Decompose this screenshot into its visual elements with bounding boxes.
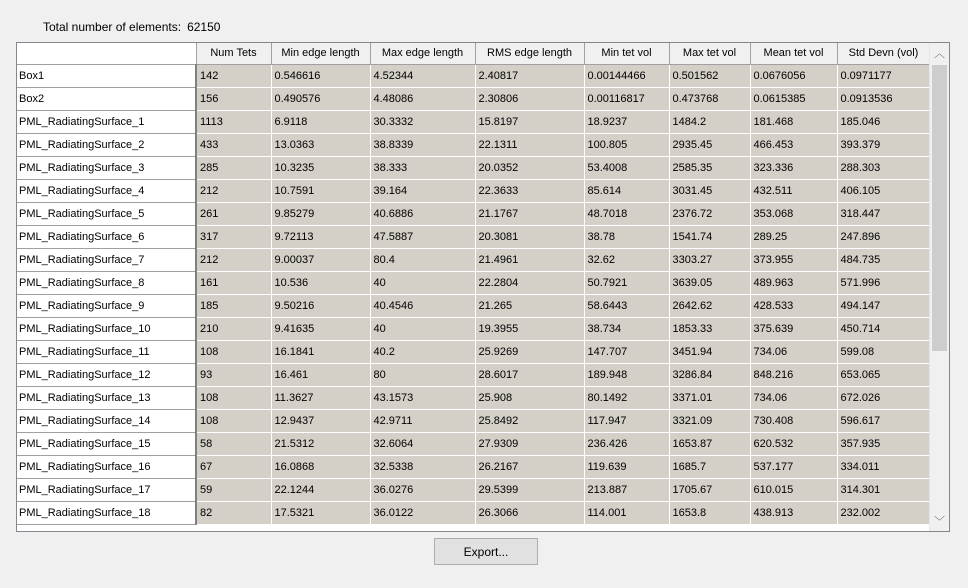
table-cell[interactable]: 610.015 xyxy=(750,478,837,501)
table-cell[interactable]: 375.639 xyxy=(750,317,837,340)
table-cell[interactable]: 27.9309 xyxy=(475,432,584,455)
table-cell[interactable]: 40 xyxy=(370,317,475,340)
table-cell[interactable]: 6.9118 xyxy=(271,110,370,133)
column-header[interactable]: Std Devn (vol) xyxy=(837,43,930,64)
table-cell[interactable]: 3639.05 xyxy=(669,271,750,294)
table-cell[interactable]: 26.2167 xyxy=(475,455,584,478)
table-cell[interactable]: 537.177 xyxy=(750,455,837,478)
table-cell[interactable]: 10.536 xyxy=(271,271,370,294)
table-cell[interactable]: 1705.67 xyxy=(669,478,750,501)
table-cell[interactable]: 80.1492 xyxy=(584,386,669,409)
table-cell[interactable]: 22.2804 xyxy=(475,271,584,294)
table-cell[interactable]: 0.546616 xyxy=(271,64,370,87)
row-header-cell[interactable]: PML_RadiatingSurface_3 xyxy=(17,156,196,179)
table-cell[interactable]: 22.1244 xyxy=(271,478,370,501)
table-cell[interactable]: 22.3633 xyxy=(475,179,584,202)
table-cell[interactable]: 40.2 xyxy=(370,340,475,363)
table-cell[interactable]: 1653.87 xyxy=(669,432,750,455)
table-cell[interactable]: 0.00144466 xyxy=(584,64,669,87)
table-cell[interactable]: 3303.27 xyxy=(669,248,750,271)
table-cell[interactable]: 1853.33 xyxy=(669,317,750,340)
column-header[interactable]: Max tet vol xyxy=(669,43,750,64)
table-cell[interactable]: 85.614 xyxy=(584,179,669,202)
row-header-cell[interactable]: PML_RadiatingSurface_9 xyxy=(17,294,196,317)
row-header-cell[interactable]: PML_RadiatingSurface_7 xyxy=(17,248,196,271)
table-cell[interactable]: 0.00116817 xyxy=(584,87,669,110)
table-row[interactable] xyxy=(17,248,930,271)
table-cell[interactable]: 12.9437 xyxy=(271,409,370,432)
table-cell[interactable]: 428.533 xyxy=(750,294,837,317)
table-cell[interactable]: 39.164 xyxy=(370,179,475,202)
table-cell[interactable]: 393.379 xyxy=(837,133,930,156)
table-cell[interactable]: 3031.45 xyxy=(669,179,750,202)
row-header-cell[interactable]: Box1 xyxy=(17,64,196,87)
header-row xyxy=(17,43,930,64)
column-header[interactable]: Max edge length xyxy=(370,43,475,64)
table-cell[interactable]: 32.6064 xyxy=(370,432,475,455)
table-cell[interactable]: 653.065 xyxy=(837,363,930,386)
table-cell[interactable]: 38.734 xyxy=(584,317,669,340)
table-cell[interactable]: 466.453 xyxy=(750,133,837,156)
table-row[interactable] xyxy=(17,386,930,409)
table-cell[interactable]: 10.3235 xyxy=(271,156,370,179)
table-cell[interactable]: 9.41635 xyxy=(271,317,370,340)
table-cell[interactable]: 80.4 xyxy=(370,248,475,271)
table-cell[interactable]: 9.85279 xyxy=(271,202,370,225)
table-cell[interactable]: 38.333 xyxy=(370,156,475,179)
table-cell[interactable]: 0.0676056 xyxy=(750,64,837,87)
table-cell[interactable]: 29.5399 xyxy=(475,478,584,501)
table-cell[interactable]: 2642.62 xyxy=(669,294,750,317)
table-cell[interactable]: 1113 xyxy=(196,110,271,133)
table-cell[interactable]: 117.947 xyxy=(584,409,669,432)
table-cell[interactable]: 285 xyxy=(196,156,271,179)
table-cell[interactable]: 17.5321 xyxy=(271,501,370,524)
table-cell[interactable]: 3371.01 xyxy=(669,386,750,409)
table-cell[interactable]: 42.9711 xyxy=(370,409,475,432)
table-cell[interactable]: 236.426 xyxy=(584,432,669,455)
table-row[interactable] xyxy=(17,455,930,478)
table-row[interactable] xyxy=(17,294,930,317)
chevron-up-icon[interactable]: ︿ xyxy=(934,48,945,60)
table-cell[interactable]: 489.963 xyxy=(750,271,837,294)
table-cell[interactable]: 0.0913536 xyxy=(837,87,930,110)
table-cell[interactable]: 9.72113 xyxy=(271,225,370,248)
row-header-cell[interactable]: PML_RadiatingSurface_1 xyxy=(17,110,196,133)
column-header[interactable]: Mean tet vol xyxy=(750,43,837,64)
table-cell[interactable]: 189.948 xyxy=(584,363,669,386)
table-row[interactable] xyxy=(17,64,930,87)
table-cell[interactable]: 289.25 xyxy=(750,225,837,248)
table-cell[interactable]: 161 xyxy=(196,271,271,294)
table-cell[interactable]: 13.0363 xyxy=(271,133,370,156)
statistics-table xyxy=(17,43,931,525)
table-cell[interactable]: 450.714 xyxy=(837,317,930,340)
row-header-cell[interactable]: PML_RadiatingSurface_2 xyxy=(17,133,196,156)
table-cell[interactable]: 247.896 xyxy=(837,225,930,248)
table-cell[interactable]: 596.617 xyxy=(837,409,930,432)
row-header-cell[interactable]: PML_RadiatingSurface_13 xyxy=(17,386,196,409)
table-cell[interactable]: 11.3627 xyxy=(271,386,370,409)
chevron-down-icon[interactable]: ﹀ xyxy=(934,516,945,528)
table-cell[interactable]: 25.908 xyxy=(475,386,584,409)
table-cell[interactable]: 353.068 xyxy=(750,202,837,225)
table-cell[interactable]: 93 xyxy=(196,363,271,386)
table-cell[interactable]: 108 xyxy=(196,409,271,432)
table-cell[interactable]: 672.026 xyxy=(837,386,930,409)
table-cell[interactable]: 357.935 xyxy=(837,432,930,455)
table-cell[interactable]: 156 xyxy=(196,87,271,110)
table-cell[interactable]: 181.468 xyxy=(750,110,837,133)
export-button[interactable]: Export... xyxy=(434,538,538,565)
row-header-cell[interactable]: PML_RadiatingSurface_11 xyxy=(17,340,196,363)
table-cell[interactable]: 212 xyxy=(196,248,271,271)
table-cell[interactable]: 0.0971177 xyxy=(837,64,930,87)
column-header[interactable]: Min edge length xyxy=(271,43,370,64)
table-cell[interactable]: 1541.74 xyxy=(669,225,750,248)
table-row[interactable] xyxy=(17,363,930,386)
row-header-cell[interactable]: PML_RadiatingSurface_16 xyxy=(17,455,196,478)
table-cell[interactable]: 40.4546 xyxy=(370,294,475,317)
table-cell[interactable]: 36.0122 xyxy=(370,501,475,524)
table-row[interactable] xyxy=(17,179,930,202)
table-cell[interactable]: 58.6443 xyxy=(584,294,669,317)
table-cell[interactable]: 0.473768 xyxy=(669,87,750,110)
table-cell[interactable]: 142 xyxy=(196,64,271,87)
table-row[interactable] xyxy=(17,156,930,179)
table-cell[interactable]: 38.78 xyxy=(584,225,669,248)
table-cell[interactable]: 2.40817 xyxy=(475,64,584,87)
table-row[interactable] xyxy=(17,501,930,524)
table-cell[interactable]: 19.3955 xyxy=(475,317,584,340)
total-elements-label: Total number of elements: xyxy=(43,20,182,34)
table-cell[interactable]: 323.336 xyxy=(750,156,837,179)
table-row[interactable] xyxy=(17,87,930,110)
table-cell[interactable]: 9.50216 xyxy=(271,294,370,317)
table-cell[interactable]: 232.002 xyxy=(837,501,930,524)
corner-header-cell xyxy=(17,43,196,64)
table-cell[interactable]: 114.001 xyxy=(584,501,669,524)
table-cell[interactable]: 32.5338 xyxy=(370,455,475,478)
table-cell[interactable]: 40 xyxy=(370,271,475,294)
column-header[interactable]: RMS edge length xyxy=(475,43,584,64)
table-cell[interactable]: 406.105 xyxy=(837,179,930,202)
table-cell[interactable]: 2585.35 xyxy=(669,156,750,179)
table-cell[interactable]: 317 xyxy=(196,225,271,248)
table-cell[interactable]: 314.301 xyxy=(837,478,930,501)
row-header-cell[interactable]: PML_RadiatingSurface_17 xyxy=(17,478,196,501)
total-elements-value: 62150 xyxy=(187,20,221,34)
table-cell[interactable]: 67 xyxy=(196,455,271,478)
table-cell[interactable]: 108 xyxy=(196,386,271,409)
table-cell[interactable]: 730.408 xyxy=(750,409,837,432)
table-cell[interactable]: 288.303 xyxy=(837,156,930,179)
table-cell[interactable]: 18.9237 xyxy=(584,110,669,133)
table-cell[interactable]: 0.490576 xyxy=(271,87,370,110)
table-cell[interactable]: 0.501562 xyxy=(669,64,750,87)
row-header-cell[interactable]: PML_RadiatingSurface_12 xyxy=(17,363,196,386)
table-cell[interactable]: 100.805 xyxy=(584,133,669,156)
table-cell[interactable]: 848.216 xyxy=(750,363,837,386)
table-cell[interactable]: 10.7591 xyxy=(271,179,370,202)
table-cell[interactable]: 3321.09 xyxy=(669,409,750,432)
table-cell[interactable]: 213.887 xyxy=(584,478,669,501)
table-cell[interactable]: 53.4008 xyxy=(584,156,669,179)
row-header-cell[interactable]: PML_RadiatingSurface_10 xyxy=(17,317,196,340)
table-cell[interactable]: 43.1573 xyxy=(370,386,475,409)
table-cell[interactable]: 185.046 xyxy=(837,110,930,133)
table-row[interactable] xyxy=(17,202,930,225)
table-cell[interactable]: 47.5887 xyxy=(370,225,475,248)
table-cell[interactable]: 1484.2 xyxy=(669,110,750,133)
row-header-cell[interactable]: PML_RadiatingSurface_14 xyxy=(17,409,196,432)
table-cell[interactable]: 28.6017 xyxy=(475,363,584,386)
scrollbar-thumb[interactable] xyxy=(932,65,947,351)
table-cell[interactable]: 147.707 xyxy=(584,340,669,363)
table-cell[interactable]: 2935.45 xyxy=(669,133,750,156)
table-cell[interactable]: 1653.8 xyxy=(669,501,750,524)
table-row[interactable] xyxy=(17,110,930,133)
table-cell[interactable]: 22.1311 xyxy=(475,133,584,156)
table-cell[interactable]: 48.7018 xyxy=(584,202,669,225)
table-cell[interactable]: 620.532 xyxy=(750,432,837,455)
table-cell[interactable]: 16.0868 xyxy=(271,455,370,478)
table-cell[interactable]: 82 xyxy=(196,501,271,524)
table-cell[interactable]: 58 xyxy=(196,432,271,455)
column-header[interactable]: Min tet vol xyxy=(584,43,669,64)
table-cell[interactable]: 15.8197 xyxy=(475,110,584,133)
table-cell[interactable]: 16.1841 xyxy=(271,340,370,363)
table-cell[interactable]: 212 xyxy=(196,179,271,202)
table-cell[interactable]: 318.447 xyxy=(837,202,930,225)
table-row[interactable] xyxy=(17,133,930,156)
table-cell[interactable]: 21.1767 xyxy=(475,202,584,225)
table-cell[interactable]: 432.511 xyxy=(750,179,837,202)
statistics-grid[interactable] xyxy=(16,42,950,532)
table-cell[interactable]: 494.147 xyxy=(837,294,930,317)
table-cell[interactable]: 484.735 xyxy=(837,248,930,271)
table-cell[interactable]: 1685.7 xyxy=(669,455,750,478)
table-cell[interactable]: 21.265 xyxy=(475,294,584,317)
row-header-cell[interactable]: PML_RadiatingSurface_6 xyxy=(17,225,196,248)
table-cell[interactable]: 210 xyxy=(196,317,271,340)
table-cell[interactable]: 438.913 xyxy=(750,501,837,524)
table-cell[interactable]: 16.461 xyxy=(271,363,370,386)
table-cell[interactable]: 2.30806 xyxy=(475,87,584,110)
table-cell[interactable]: 59 xyxy=(196,478,271,501)
table-cell[interactable]: 119.639 xyxy=(584,455,669,478)
table-cell[interactable]: 599.08 xyxy=(837,340,930,363)
table-row[interactable] xyxy=(17,432,930,455)
table-cell[interactable]: 2376.72 xyxy=(669,202,750,225)
table-cell[interactable]: 25.9269 xyxy=(475,340,584,363)
table-cell[interactable]: 185 xyxy=(196,294,271,317)
row-header-cell[interactable]: Box2 xyxy=(17,87,196,110)
table-cell[interactable]: 3286.84 xyxy=(669,363,750,386)
table-cell[interactable]: 26.3066 xyxy=(475,501,584,524)
row-header-cell[interactable]: PML_RadiatingSurface_5 xyxy=(17,202,196,225)
table-cell[interactable]: 40.6886 xyxy=(370,202,475,225)
row-header-cell[interactable]: PML_RadiatingSurface_8 xyxy=(17,271,196,294)
table-cell[interactable]: 38.8339 xyxy=(370,133,475,156)
table-cell[interactable]: 4.48086 xyxy=(370,87,475,110)
row-header-cell[interactable]: PML_RadiatingSurface_15 xyxy=(17,432,196,455)
total-elements-summary xyxy=(43,20,220,34)
table-cell[interactable]: 433 xyxy=(196,133,271,156)
table-cell[interactable]: 30.3332 xyxy=(370,110,475,133)
table-cell[interactable]: 373.955 xyxy=(750,248,837,271)
table-cell[interactable]: 20.3081 xyxy=(475,225,584,248)
table-row[interactable] xyxy=(17,225,930,248)
table-row[interactable] xyxy=(17,409,930,432)
table-cell[interactable]: 571.996 xyxy=(837,271,930,294)
table-cell[interactable]: 21.5312 xyxy=(271,432,370,455)
table-cell[interactable]: 261 xyxy=(196,202,271,225)
table-row[interactable] xyxy=(17,271,930,294)
table-cell[interactable]: 3451.94 xyxy=(669,340,750,363)
vertical-scrollbar[interactable] xyxy=(929,43,949,531)
table-cell[interactable]: 36.0276 xyxy=(370,478,475,501)
table-cell[interactable]: 108 xyxy=(196,340,271,363)
table-cell[interactable]: 80 xyxy=(370,363,475,386)
table-row[interactable] xyxy=(17,478,930,501)
table-cell[interactable]: 334.011 xyxy=(837,455,930,478)
table-cell[interactable]: 21.4961 xyxy=(475,248,584,271)
table-cell[interactable]: 0.0615385 xyxy=(750,87,837,110)
table-cell[interactable]: 50.7921 xyxy=(584,271,669,294)
table-cell[interactable]: 734.06 xyxy=(750,386,837,409)
table-cell[interactable]: 32.62 xyxy=(584,248,669,271)
column-header[interactable]: Num Tets xyxy=(196,43,271,64)
table-cell[interactable]: 4.52344 xyxy=(370,64,475,87)
table-row[interactable] xyxy=(17,340,930,363)
table-row[interactable] xyxy=(17,317,930,340)
table-cell[interactable]: 25.8492 xyxy=(475,409,584,432)
table-cell[interactable]: 734.06 xyxy=(750,340,837,363)
table-cell[interactable]: 9.00037 xyxy=(271,248,370,271)
table-cell[interactable]: 20.0352 xyxy=(475,156,584,179)
row-header-cell[interactable]: PML_RadiatingSurface_18 xyxy=(17,501,196,524)
row-header-cell[interactable]: PML_RadiatingSurface_4 xyxy=(17,179,196,202)
